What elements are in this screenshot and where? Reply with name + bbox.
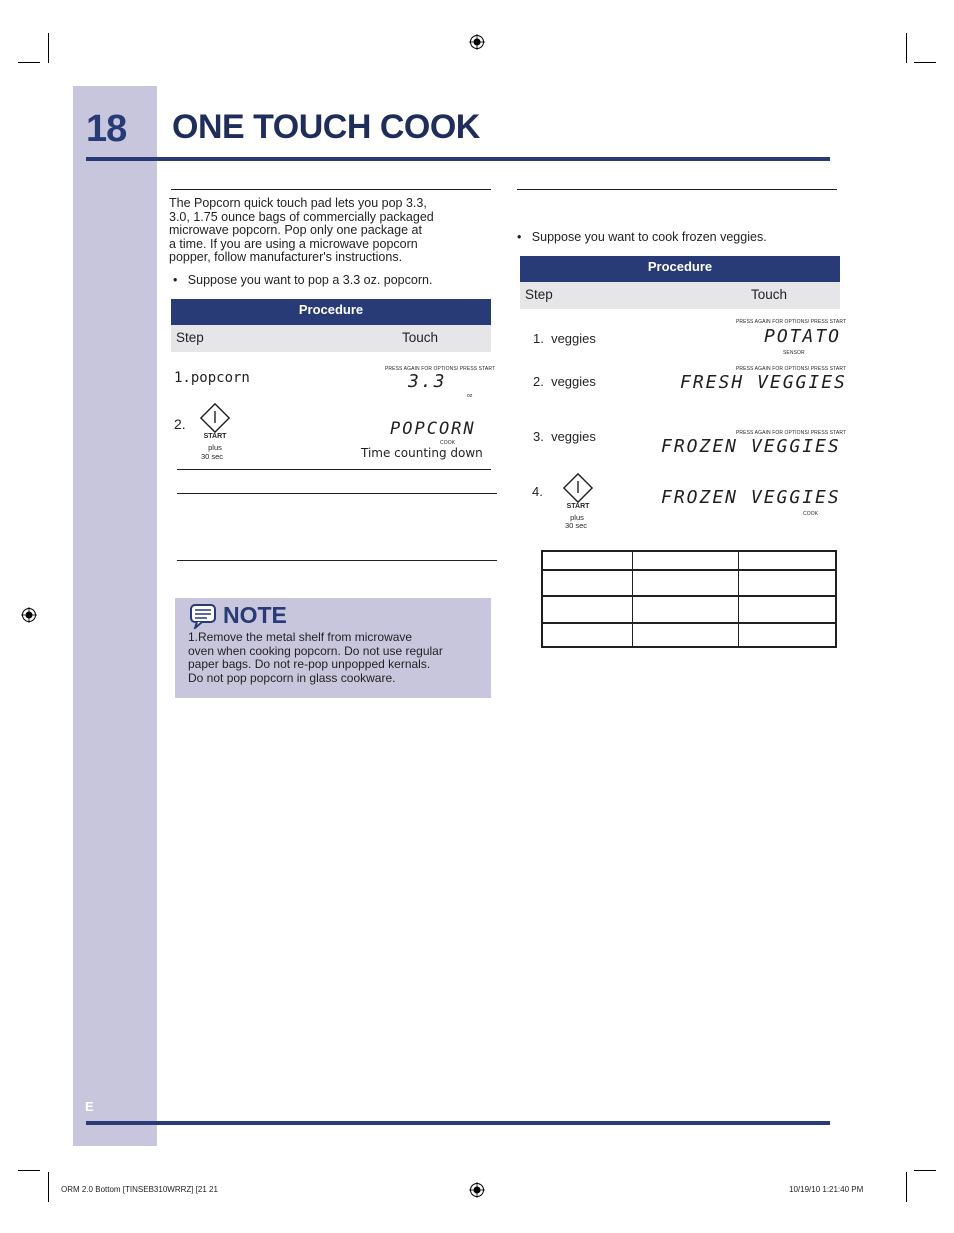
procedure-header: Procedure [171,299,491,325]
start-button-icon [200,403,230,433]
note-text: 1.Remove the metal shelf from microwave oven when cooking popcorn. Do not use regular paper bags. Do not re-pop unpopped kernals. Do not pop popcorn in glass cookware. [188,630,443,685]
empty-table [541,550,837,648]
step-touch-header [520,282,840,309]
lcd-sub: SENSOR [783,350,805,356]
sec-label: 30 sec [564,521,588,530]
table-row-line [543,569,835,571]
lcd-unit: oz [467,393,473,399]
section-rule [517,189,837,190]
section-rule [171,189,491,190]
step-label: Step [176,330,204,345]
lcd-display: FRESH VEGGIES [680,372,847,393]
lcd-caption: PRESS AGAIN FOR OPTIONS/ PRESS START [385,366,496,372]
start-label: START [566,503,590,510]
divider [177,493,497,494]
crop-mark [48,1172,49,1202]
crop-mark [18,62,40,63]
page-title: ONE TOUCH COOK [172,108,480,146]
crop-mark [914,62,936,63]
crop-mark [914,1170,936,1171]
crop-mark [18,1170,40,1171]
divider [177,560,497,561]
sec-label: 30 sec [200,452,224,461]
start-label: START [203,433,227,440]
footer-rule [86,1121,830,1125]
registration-mark-icon [469,34,485,50]
lcd-display: POTATO [764,326,842,347]
veggie-step-1: 1. veggies [533,331,596,346]
touch-label: Touch [751,287,788,302]
lcd-display: FROZEN VEGGIES [661,436,841,457]
lcd-caption: PRESS AGAIN FOR OPTIONS/ PRESS START [736,319,847,325]
veggie-step-2: 2. veggies [533,374,596,389]
language-tab: E [85,1099,94,1114]
step-label: Step [525,287,553,302]
registration-mark-icon [21,607,37,623]
lcd-display: POPCORN [390,419,476,439]
lcd-display: 3.3 [408,371,447,392]
header-rule [86,157,830,161]
footer-left: ORM 2.0 Bottom [TINSEB310WRRZ] [21 21 [61,1185,218,1194]
step-1-label: 1.popcorn [174,370,250,386]
crop-mark [906,33,907,63]
lcd-sub: COOK [440,440,456,446]
procedure-header: Procedure [520,256,840,282]
veggie-step-3: 3. veggies [533,429,596,444]
touch-label: Touch [402,330,439,345]
start-button-icon [563,473,593,503]
step-touch-header [171,325,491,352]
lcd-display: FROZEN VEGGIES [661,487,841,508]
crop-mark [48,33,49,63]
lcd-caption: PRESS AGAIN FOR OPTIONS/ PRESS START [736,430,847,436]
table-row-line [543,622,835,624]
crop-mark [906,1172,907,1202]
step-2-number: 2. [174,416,186,432]
popcorn-intro: The Popcorn quick touch pad lets you pop 3.3, 3.0, 1.75 ounce bags of commercially packaged microwave popcorn. Pop only one package at a time. If you are using a microwave popcorn popper, follow manufacturer's instructions. [169,196,434,264]
table-row-line [543,595,835,597]
note-icon [189,603,217,629]
plus-label: plus [570,513,584,522]
registration-mark-icon [469,1182,485,1198]
footer-right: 10/19/10 1:21:40 PM [789,1185,864,1194]
divider [177,469,491,470]
veggie-step-4: 4. [532,484,543,499]
page-number: 18 [86,108,127,150]
table-col-line [632,552,633,646]
table-col-line [738,552,739,646]
time-caption: Time counting down [361,446,483,460]
sidebar-band [73,86,157,1146]
popcorn-bullet: • Suppose you want to pop a 3.3 oz. popcorn. [173,273,433,287]
lcd-caption: PRESS AGAIN FOR OPTIONS/ PRESS START [736,366,847,372]
note-title: NOTE [223,602,287,628]
lcd-sub: COOK [803,511,819,517]
veggies-bullet: • Suppose you want to cook frozen veggies. [517,230,767,244]
plus-label: plus [208,443,222,452]
